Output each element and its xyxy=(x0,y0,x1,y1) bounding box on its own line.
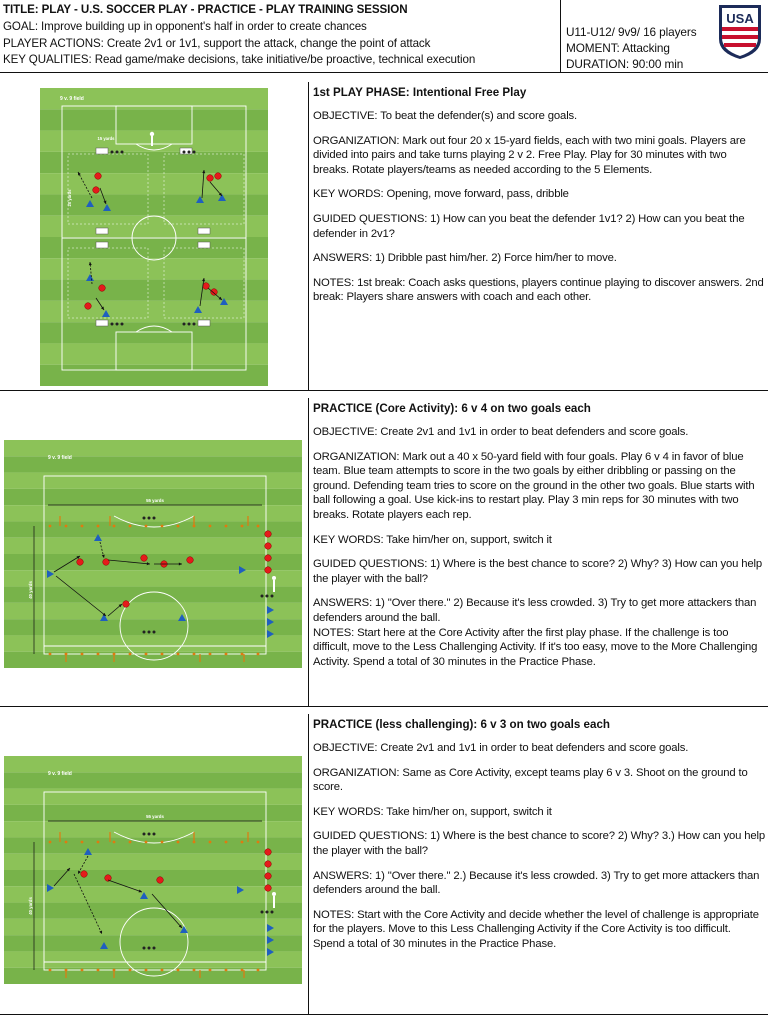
ball xyxy=(148,833,151,836)
guided-questions-text: GUIDED QUESTIONS: 1) How can you beat the defender 1v1? 2) How can you beat the defender in 2v1? xyxy=(313,212,745,240)
cone xyxy=(241,653,244,656)
mini-goal xyxy=(96,320,108,326)
section-title: 1st PLAY PHASE: Intentional Free Play xyxy=(313,86,527,99)
cone xyxy=(177,969,180,972)
red-player xyxy=(141,555,148,562)
cone xyxy=(225,969,228,972)
grass-stripe xyxy=(4,538,302,554)
cone xyxy=(97,653,100,656)
grass-stripe xyxy=(40,258,268,279)
red-player xyxy=(265,885,272,892)
objective-text: OBJECTIVE: Create 2v1 and 1v1 in order to beat defenders and score goals. xyxy=(313,426,689,438)
cone xyxy=(161,841,164,844)
ball xyxy=(143,947,146,950)
cone xyxy=(129,969,132,972)
ball xyxy=(188,151,191,154)
red-player xyxy=(95,173,102,180)
grass-stripe xyxy=(4,603,302,619)
session-meta xyxy=(566,24,716,72)
cone xyxy=(241,525,244,528)
section-text xyxy=(313,401,765,679)
cone xyxy=(209,841,212,844)
answers-text: ANSWERS: 1) "Over there." 2) Because it's less crowded. 3) Try to get more attackers than defenders around the ball. xyxy=(313,597,757,624)
cone xyxy=(161,653,164,656)
session-header xyxy=(0,0,768,73)
ball xyxy=(261,911,264,914)
red-player xyxy=(265,873,272,880)
grass-stripe xyxy=(40,280,268,301)
cone xyxy=(129,841,132,844)
session-age: U11-U12/ 9v9/ 16 players xyxy=(566,25,697,39)
ball xyxy=(121,323,124,326)
cone xyxy=(145,841,148,844)
mini-goal xyxy=(198,228,210,234)
mini-goal xyxy=(96,148,108,154)
ball xyxy=(193,151,196,154)
cone xyxy=(97,969,100,972)
cone xyxy=(257,525,260,528)
width-label: 55 yards xyxy=(146,814,164,819)
field-label: 9 v. 9 field xyxy=(48,455,72,461)
guided-questions-text: GUIDED QUESTIONS: 1) Where is the best chance to score? 2) Why? 3.) How can you help the player with the ball? xyxy=(313,830,766,857)
red-player xyxy=(207,175,214,182)
notes-text: NOTES: Start here at the Core Activity after the first play phase. If the challenge is too difficult, move to the Less Challenging Activity. If it's too easy, move to the More Challenging Activity. Spend a total of 30 minutes in the Practice Phase. xyxy=(313,626,758,668)
cone xyxy=(241,841,244,844)
mini-goal xyxy=(96,228,108,234)
grass-stripe xyxy=(4,756,302,772)
diagram-panel xyxy=(0,398,309,706)
cone xyxy=(225,841,228,844)
red-player xyxy=(99,285,106,292)
ball xyxy=(143,517,146,520)
grass-stripe xyxy=(40,109,268,130)
cone xyxy=(129,525,132,528)
cone xyxy=(81,969,84,972)
ball xyxy=(148,947,151,950)
mini-goal xyxy=(96,242,108,248)
coach-icon xyxy=(272,892,276,896)
cone xyxy=(225,525,228,528)
grass-stripe xyxy=(4,951,302,967)
cone xyxy=(193,969,196,972)
objective-text: OBJECTIVE: To beat the defender(s) and score goals. xyxy=(313,110,578,122)
cone xyxy=(257,969,260,972)
cone xyxy=(113,841,116,844)
height-label: 40 yards xyxy=(28,581,33,599)
width-label: 55 yards xyxy=(146,498,164,503)
red-player xyxy=(215,173,222,180)
ball xyxy=(116,323,119,326)
grass-stripe xyxy=(40,301,268,322)
cone xyxy=(161,969,164,972)
ball xyxy=(183,151,186,154)
grass-stripe xyxy=(4,919,302,935)
section-free-play xyxy=(0,82,768,391)
key-words-text: KEY WORDS: Take him/her on, support, switch it xyxy=(313,533,552,546)
red-player xyxy=(265,555,272,562)
ball xyxy=(111,151,114,154)
grass-stripe xyxy=(4,837,302,853)
ball xyxy=(143,833,146,836)
ball xyxy=(153,833,156,836)
grass-stripe xyxy=(40,216,268,237)
notes-text: NOTES: Start with the Core Activity and decide whether the level of challenge is appropriate for the players. Move to this Less Challenging Activity if the Core Activity is too difficult. Spend a total of 30 minutes in the Practice Phase. xyxy=(313,908,759,950)
answers-text: ANSWERS: 1) Dribble past him/her. 2) Force him/her to move. xyxy=(313,252,617,265)
cone xyxy=(81,653,84,656)
session-moment: MOMENT: Attacking xyxy=(566,41,670,55)
cone xyxy=(241,969,244,972)
cone xyxy=(49,841,52,844)
cone xyxy=(161,525,164,528)
grass-stripe xyxy=(4,440,302,456)
red-player xyxy=(81,871,88,878)
session-info xyxy=(3,2,558,69)
session-key-qualities: KEY QUALITIES: Read game/make decisions, take initiative/be proactive, technical execution xyxy=(3,53,476,67)
cone xyxy=(209,969,212,972)
core-activity-diagram xyxy=(4,440,302,668)
cone xyxy=(49,525,52,528)
ball xyxy=(121,151,124,154)
coach-icon xyxy=(272,576,276,580)
cone xyxy=(81,841,84,844)
ball xyxy=(271,595,274,598)
ball xyxy=(143,631,146,634)
height-label: 40 yards xyxy=(28,897,33,915)
mini-goal xyxy=(198,242,210,248)
session-title: TITLE: PLAY - U.S. SOCCER PLAY - PRACTICE - PLAY TRAINING SESSION xyxy=(3,3,408,16)
cone xyxy=(65,525,68,528)
ball xyxy=(183,323,186,326)
key-words-text: KEY WORDS: Opening, move forward, pass, dribble xyxy=(313,188,569,201)
cone xyxy=(49,653,52,656)
less-challenging-diagram xyxy=(4,756,302,984)
grass-stripe xyxy=(40,173,268,194)
red-player xyxy=(265,531,272,538)
ball xyxy=(188,323,191,326)
field-label: 9 v. 9 field xyxy=(48,771,72,777)
red-player xyxy=(211,289,218,296)
grass-stripe xyxy=(4,635,302,651)
cone xyxy=(209,525,212,528)
header-divider xyxy=(560,0,561,72)
section-core-activity xyxy=(0,398,768,707)
cone xyxy=(145,653,148,656)
guided-questions-text: GUIDED QUESTIONS: 1) Where is the best chance to score? 2) Why? 3) How can you help the player with the ball? xyxy=(313,558,763,585)
grass-stripe xyxy=(4,870,302,886)
ball xyxy=(148,517,151,520)
session-player-actions: PLAYER ACTIONS: Create 2v1 or 1v1, support the attack, change the point of attack xyxy=(3,36,431,50)
diagram-panel xyxy=(0,82,309,390)
organization-text: ORGANIZATION: Mark out four 20 x 15-yard fields, each with two mini goals. Players are divided into pairs and take turns playing 2 v 2. Free Play. Play for 30 minutes with two breaks. Rotate players/teams as needed according to the 5 Elements. xyxy=(313,134,746,176)
notes-text: NOTES: 1st break: Coach asks questions, players continue playing to discover answers. 2nd break: Players share answers with coach and each other. xyxy=(313,276,764,304)
cone xyxy=(225,653,228,656)
cone xyxy=(65,841,68,844)
objective-text: OBJECTIVE: Create 2v1 and 1v1 in order to beat defenders and score goals. xyxy=(313,742,689,754)
red-player xyxy=(265,567,272,574)
cone xyxy=(145,525,148,528)
cone xyxy=(177,525,180,528)
cone xyxy=(129,653,132,656)
grass-stripe xyxy=(4,554,302,570)
red-player xyxy=(77,559,84,566)
cone xyxy=(209,653,212,656)
ball xyxy=(193,323,196,326)
cone xyxy=(113,525,116,528)
ball xyxy=(153,517,156,520)
session-duration: DURATION: 90:00 min xyxy=(566,57,684,71)
section-text xyxy=(313,85,765,315)
cone xyxy=(177,841,180,844)
ball xyxy=(261,595,264,598)
grass-stripe xyxy=(40,194,268,215)
cone xyxy=(145,969,148,972)
grass-stripe xyxy=(4,587,302,603)
grass-stripe xyxy=(4,789,302,805)
organization-text: ORGANIZATION: Same as Core Activity, except teams play 6 v 3. Shoot on the ground to score. xyxy=(313,766,748,794)
cone xyxy=(97,841,100,844)
cone xyxy=(257,841,260,844)
ball xyxy=(148,631,151,634)
cone xyxy=(257,653,260,656)
cone xyxy=(97,525,100,528)
red-player xyxy=(187,557,194,564)
cone xyxy=(193,653,196,656)
red-player xyxy=(265,543,272,550)
mini-goal xyxy=(198,320,210,326)
grass-stripe xyxy=(40,152,268,173)
grass-stripe xyxy=(4,854,302,870)
section-title: PRACTICE (less challenging): 6 v 3 on two goals each xyxy=(313,718,610,731)
field-label: 9 v. 9 field xyxy=(60,96,84,102)
session-goal: GOAL: Improve building up in opponent's half in order to create chances xyxy=(3,19,367,33)
red-player xyxy=(93,187,100,194)
grass-stripe xyxy=(40,322,268,343)
red-player xyxy=(123,601,130,608)
coach-icon xyxy=(150,132,154,136)
free-play-diagram xyxy=(40,88,268,386)
logo-text: USA xyxy=(726,11,754,26)
red-player xyxy=(157,877,164,884)
ball xyxy=(153,947,156,950)
red-player xyxy=(85,303,92,310)
section-less-challenging xyxy=(0,714,768,1015)
grass-stripe xyxy=(4,903,302,919)
ball xyxy=(111,323,114,326)
red-player xyxy=(265,849,272,856)
grass-stripe xyxy=(40,365,268,386)
us-soccer-crest-icon xyxy=(717,3,763,61)
ball xyxy=(153,631,156,634)
section-text xyxy=(313,717,765,962)
field-side-label: 20 yards xyxy=(67,189,72,207)
grass-stripe xyxy=(4,473,302,489)
ball xyxy=(266,911,269,914)
ball xyxy=(271,911,274,914)
field-size-label: 15 yards xyxy=(97,136,115,141)
key-words-text: KEY WORDS: Take him/her on, support, switch it xyxy=(313,805,552,818)
mini-goal xyxy=(180,148,192,154)
red-player xyxy=(265,861,272,868)
grass-stripe xyxy=(40,237,268,258)
ball xyxy=(116,151,119,154)
answers-text: ANSWERS: 1) "Over there." 2.) Because it's less crowded. 3) Try to get more attackers than defenders around the ball. xyxy=(313,869,760,897)
cone xyxy=(81,525,84,528)
cone xyxy=(177,653,180,656)
ball xyxy=(266,595,269,598)
grass-stripe xyxy=(4,521,302,537)
section-title: PRACTICE (Core Activity): 6 v 4 on two goals each xyxy=(313,402,591,415)
diagram-panel xyxy=(0,714,309,1014)
cone xyxy=(49,969,52,972)
organization-text: ORGANIZATION: Mark out a 40 x 50-yard field with four goals. Play 6 v 4 in favor of blue team. Blue team attempts to score in the two goals by either dribbling or passing on the ground. Defending team tries to score on the ground in the other two goals. Blue starts with ball following a goal. Use kick-ins to restart play. Play 3 min reps for 30 minutes with two breaks. Rotate players each rep. xyxy=(313,450,755,521)
grass-stripe xyxy=(40,343,268,364)
